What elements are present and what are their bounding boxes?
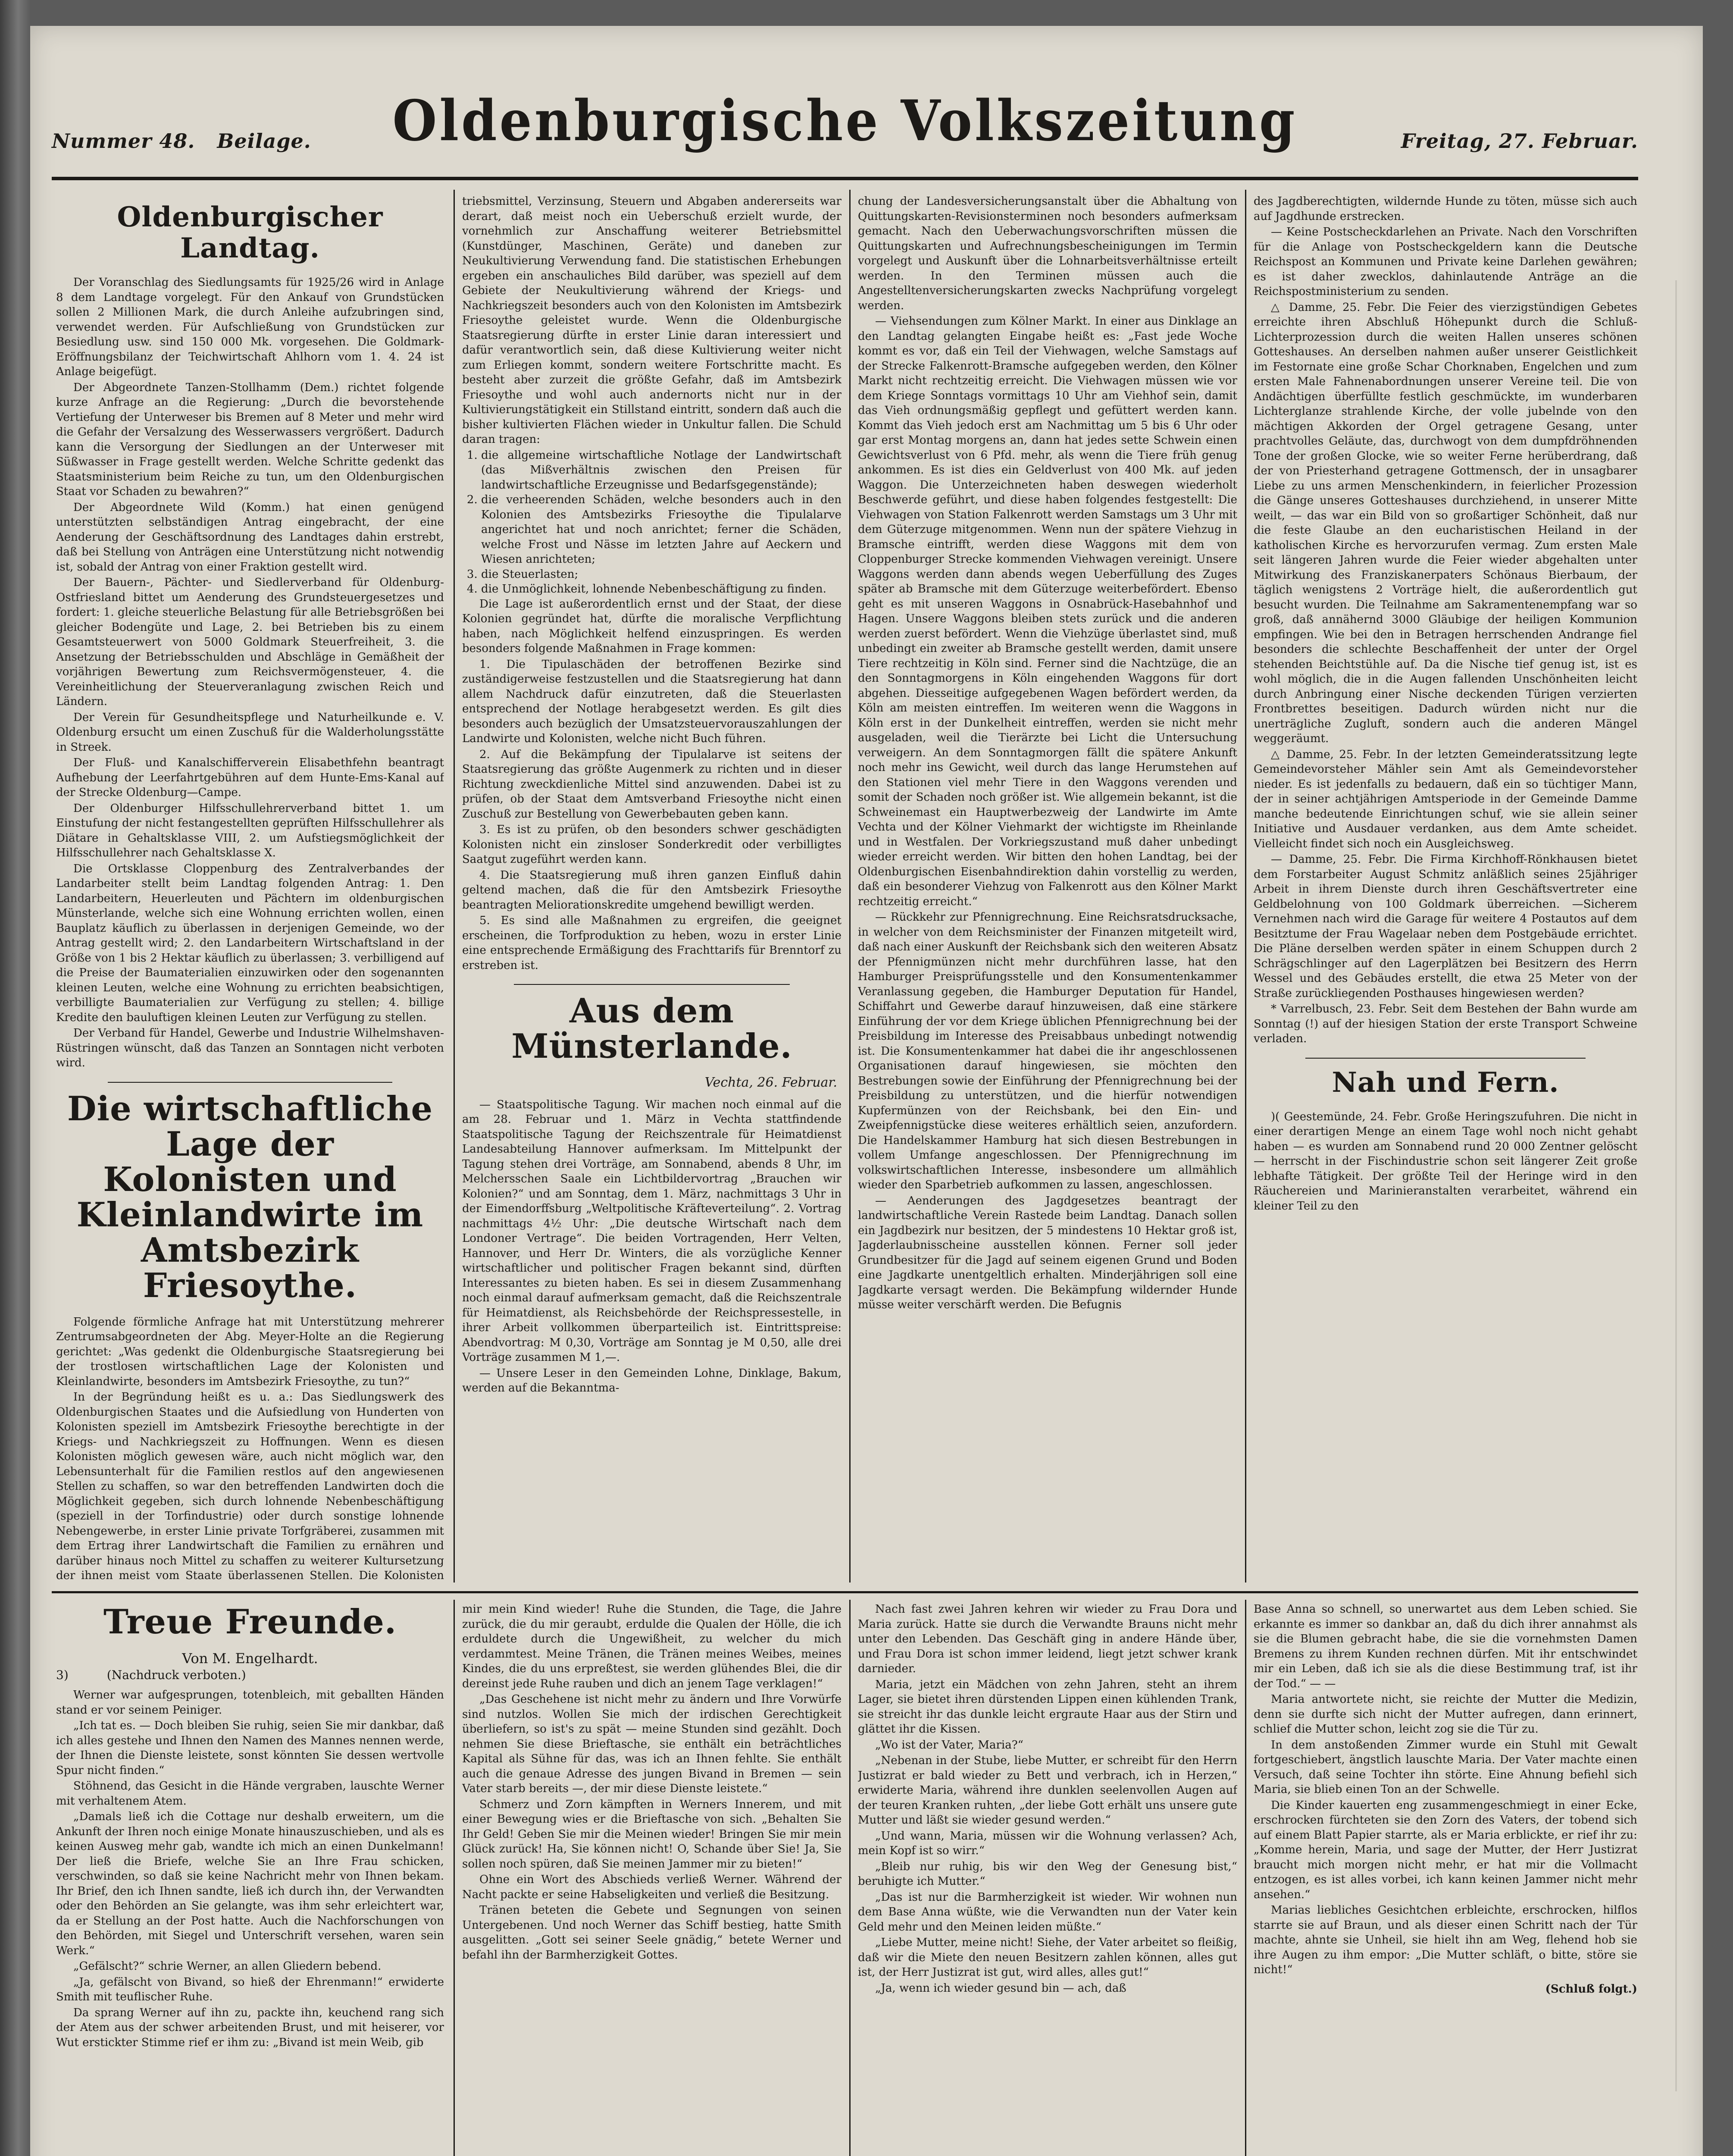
paragraph: Der Abgeordnete Wild (Komm.) hat einen genügend unterstützten selbständigen Antrag eingebracht, der eine Aenderung der Geschäftsordnung des Landtages dahin erstrebt, daß bei Stellung von Anträgen eine Unterstützung nicht notwendig ist, sobald der Antrag von einer Fraktion gestellt wird. (56, 501, 444, 573)
column-rule (454, 190, 455, 1583)
paragraph: Die Lage ist außerordentlich ernst und der Staat, der diese Kolonien gegründet hat, dürfte die moralische Verpflichtung haben, nach Möglichkeit helfend einzuspringen. Es werden besonders folgende Maßnahmen in Frage kommen: (462, 597, 841, 655)
paragraph: Werner war aufgesprungen, totenbleich, mit geballten Händen stand er vor seinem Peiniger. (56, 1689, 444, 1717)
column-rule (1245, 1600, 1246, 2156)
dateline: Vechta, 26. Februar. (704, 1075, 837, 1090)
paragraph: des Jagdberechtigten, wildernde Hunde zu töten, müsse sich auch auf Jagdhunde erstrecken. (1254, 195, 1637, 223)
paragraph: Der Fluß- und Kanalschifferverein Elisabethfehn beantragt Aufhebung der Leerfahrtgebühren auf dem Hunte-Ems-Kanal auf der Strecke Oldenburg—Campe. (56, 756, 444, 799)
paragraph: „Das Geschehene ist nicht mehr zu ändern und Ihre Vorwürfe sind nutzlos. Wollen Sie mich der irdischen Gerechtigkeit überliefern, so ist's zu spät — meine Stunden sind gezählt. Doch nehmen Sie diese Brieftasche, sie enthält ein beträchtliches Kapital als Sühne für das, was ich an Ihnen fehlte. Sie enthält auch die genaue Adresse des jungen Bivand in Bremen — sein Vater starb bereits —, der mir diese Dienste leistete.“ (462, 1693, 841, 1795)
separator (1305, 1058, 1586, 1059)
paragraph: — Unsere Leser in den Gemeinden Lohne, Dinklage, Bakum, werden auf die Bekanntma- (462, 1366, 841, 1395)
paragraph: „Ja, wenn ich wieder gesund bin — ach, daß (875, 1981, 1126, 1995)
paragraph: — Staatspolitische Tagung. Wir machen noch einmal auf die am 28. Februar und 1. März in Vechta stattfindende Staatspolitische Tagung der Reichszentrale für Heimatdienst Landesabteilung Hannover aufmerksam. Im Mittelpunkt der Tagung stehen drei Vorträge, am Sonnabend, abends 8 Uhr, im Melchersschen Saale ein Lichtbildervortrag „Brauchen wir Kolonien?“ und am Sonntag, dem 1. März, nachmittags 3 Uhr in der Eimendorffsburg „Weltpolitische Kräfteverteilung“. 2. Vortrag nachmittags 4½ Uhr: „Die deutsche Wirtschaft nach dem Londoner Vertrage“. Die beiden Vortragenden, Herr Velten, Hannover, und Herr Dr. Winters, die als vorzügliche Kenner wirtschaftlicher und politischer Fragen bekannt sind, dürften Interessantes zu bieten haben. Es sei in diesem Zusammenhang noch einmal darauf aufmerksam gemacht, daß die Reichszentrale für Heimatdienst, als Reichsbehörde der Reichspressestelle, in ihrer Arbeit vollkommen überparteilich ist. Eintrittspreise: Abendvortrag: M 0,30, Vorträge am Sonntag je M 0,50, alle drei Vorträge zusammen M 1,—. (462, 1098, 841, 1364)
paragraph: „Das ist nur die Barmherzigkeit ist wieder. Wir wohnen nun dem Base Anna wüßte, wie die Verwandten nun der Vater kein Geld mehr und den Meinen leiden müßte.“ (858, 1890, 1237, 1934)
paragraph: 4. Die Staatsregierung muß ihren ganzen Einfluß dahin geltend machen, daß die für den Amtsbezirk Friesoythe beantragten Meliorationskredite umgehend bewilligt werden. (462, 868, 841, 912)
story-part: 3) (Nachdruck verboten.) (56, 1667, 246, 1682)
paragraph: chung der Landesversicherungsanstalt über die Abhaltung von Quittungskarten-Revisionsterminen noch besonders aufmerksam gemacht. Nach den Ueberwachungsvorschriften müssen die Quittungskarten und Aufrechnungsbescheinigungen im Termin vorgelegt und Auskunft über die Lohnarbeitsverhältnisse erteilt werden. In den Terminen müssen auch die Angestelltenversicherungskarten zwecks Nachprüfung vorgelegt werden. (858, 195, 1237, 312)
column-rule (1245, 190, 1246, 1583)
paragraph: — Viehsendungen zum Kölner Markt. In einer aus Dinklage an den Landtag gelangten Eingabe heißt es: „Fast jede Woche kommt es vor, daß ein Teil der Viehwagen, welche Samstags auf der Strecke Falkenrott-Bramsche aufgegeben werden, den Kölner Markt nicht rechtzeitig erreicht. Die Viehwagen müssen wie vor dem Kriege Sonntags vormittags 10 Uhr am Viehhof sein, damit das Vieh ordnungsmäßig gepflegt und gefüttert werden kann. Kommt das Vieh jedoch erst am Nachmittag um 5 bis 6 Uhr oder gar erst Montag morgens an, dann hat jedes sette Schwein einen Gewichtsverlust von 6 Pfd. mehr, als wenn die Tiere früh genug ankommen. Es ist dies ein Geldverlust von 400 Mk. auf jeden Waggon. Die Unterzeichneten haben deswegen wiederholt Beschwerde geführt, und diese haben folgendes festgestellt: Die Viehwagen von Station Falkenrott werden Samstags um 3 Uhr mit dem Güterzuge mitgenommen. Wenn nun der spätere Viehzug in Bramsche eintrifft, werden diese Waggons mit dem von Cloppenburger Strecke kommenden Viehwagen vereinigt. Unsere Waggons werden dann abends wegen Ueberfüllung des Zuges später ab Bramsche mit dem Güterzuge weiterbefördert. Ebenso geht es mit unseren Waggons in Osnabrück-Hasebahnhof und Hagen. Unsere Waggons bleiben stets zurück und die anderen werden zuerst befördert. Wenn die Viehzüge überlastet sind, muß unbedingt ein zweiter ab Bramsche gestellt werden, damit unsere Tiere rechtzeitig in Köln sind. Ferner sind die Nachtzüge, die an den Sonntagmorgens in Köln eingehenden Waggons für dort abgehen. Diesseitige aufgegebenen Wagen befördert werden, da Köln am meisten eintreffen. Im weiteren wenn die Waggons in Köln erst in der Dunkelheit eintreffen, werden sie nicht mehr ausgeladen, weil die Tierärzte bei Licht die Untersuchung verweigern. An dem Sonntagmorgen fällt die spätere Ankunft noch mehr ins Gewicht, weil durch das lange Herumstehen auf den Stationen viel mehr Tiere in den Waggons verenden und somit der Schaden noch größer ist. Wie allgemein bekannt, ist die Schweinemast ein Hauptwerbezweig der Landwirte im Amte Vechta und der Kölner Viehmarkt der wichtigste im Rheinlande und in Westfalen. Der Vorkriegszustand muß daher unbedingt wieder erreicht werden. Wir bitten den hohen Landtag, bei der Oldenburgischen Eisenbahndirektion dahin vorstellig zu werden, daß ein besonderer Viehzug von Falkenrott aus den Kölner Markt rechtzeitig erreicht.“ (858, 315, 1237, 908)
paragraph: „Damals ließ ich die Cottage nur deshalb erweitern, um die Ankunft der Ihren noch einige Monate hinauszuschieben, und als es keinen Ausweg mehr gab, wandte ich mich an einen Dunkelmann! Der ließ die Briefe, welche Sie an Ihre Frau schicken, verschwinden, so daß sie keine Nachricht mehr von Ihnen bekam. Ihr Brief, den ich Ihnen sandte, ließ ich durch ihn, der Verwandten oder den Behörden an Sie gelangte, was ihm sehr erleichtert war, da er Stellung an der Post hatte. Auch die Nachforschungen von den Behörden, mit Siegel und Unterschrift versehen, waren sein Werk.“ (56, 1810, 444, 1957)
paragraph: Der Bauern-, Pächter- und Siedlerverband für Oldenburg-Ostfriesland bittet um Aenderung des Grundsteuergesetzes und fordert: 1. gleiche steuerliche Belastung für alle Betriebsgrößen bei gleicher Bodengüte und Lage, 2. bei Betrieben bis zu einem Gesamtsteuerwert von 5000 Goldmark Steuerfreiheit, 3. die Ansetzung der Betriebsschulden und Abschläge in Gemäßheit der vorjährigen Bewertung zum Reichsvermögensteuer, 4. die Vereinheitlichung der Steuerveranlagung zwischen Reich und Ländern. (56, 576, 444, 708)
paragraph: Da sprang Werner auf ihn zu, packte ihn, keuchend rang sich der Atem aus der schwer arbeitenden Brust, und mit heiserer, vor Wut erstickter Stimme rief er ihm zu: „Bivand ist mein Weib, gib (56, 2006, 444, 2049)
paragraph: △ Damme, 25. Febr. Die Feier des vierzigstündigen Gebetes erreichte ihren Abschluß Höhepunkt durch die Schluß-Lichterprozession durch die weiten Hallen unseres schönen Gotteshauses. An derselben nahmen außer unserer Geistlichkeit im Festornate eine große Schar Chorknaben, Engelchen und zum ersten Male Fahnenabordnungen unserer Vereine teil. Die von Andächtigen überfüllte festlich geschmückte, im wunderbaren Lichterglanze strahlende Kirche, der volle jubelnde von den mächtigen Akkorden der Orgel getragene Gesang, unter prachtvolles Geläute, das, durchwogt von dem dumpfdröhnenden Tone der großen Glocke, wie so weiter Ferne herüberdrang, daß der von Priesterhand getragene Gottmensch, der in unsagbarer Liebe zu uns armen Menschenkindern, in feierlicher Prozession die Gänge unseres Gotteshauses durchziehend, in unserer Mitte weilt, — das war ein Bild von so großartiger Schönheit, daß nur die feste Glaube an den eucharistischen Heiland in der katholischen Kirche es hervorzurufen vermag. Zum ersten Male seit längeren Jahren wurde die Feier wieder abgehalten unter Mitwirkung des Franziskanerpaters Schönaus Bierbaum, der täglich wenigstens 2 Vorträge hielt, die außerordentlich gut besucht wurden. Die Teilnahme am Sakramentenempfang war so groß, daß annähernd 3000 Gläubige der heiligen Kommunion empfingen. Wie bei den in Betragen herrschenden Andrange fiel besonders die schlechte Beschaffenheit der unter der Orgel stehenden Beichtstühle auf. Da die Nische tief genug ist, ist es wohl möglich, die in die Augen fallenden Unschönheiten leicht durch Anbringung einer Nische deckenden Türigen verzierten Frontbrettes beseitigen. Dadurch würden nicht nur die unerträgliche Zugluft, sondern auch die anderen Mängel weggeräumt. (1254, 301, 1637, 745)
story-column-2 (462, 1602, 841, 2156)
paragraph: „Wo ist der Vater, Maria?“ (875, 1738, 1023, 1752)
paragraph: „Liebe Mutter, meine nicht! Siehe, der Vater arbeitet so fleißig, daß wir die Miete den neuen Besitzern zahlen können, alles gut ist, der Herr Justizrat ist gut, wird alles, alles gut!“ (858, 1936, 1237, 1979)
list-item: 1. die allgemeine wirtschaftliche Notlage der Landwirtschaft (das Mißverhältnis zwischen den Preisen für landwirtschaftliche Erzeugnisse und Bedarfsgegenstände); (481, 448, 841, 493)
paragraph: — Aenderungen des Jagdgesetzes beantragt der landwirtschaftliche Verein Rastede beim Landtag. Danach sollen ein Jagdbezirk nur besitzen, der 5 mindestens 10 Hektar groß ist, Jagderlaubnisscheine ausstellen können. Ferner soll jeder Grundbesitzer für die Jagd auf seinem eigenen Grund und Boden eine Jagdkarte unentgeltlich erhalten. Minderjährigen soll eine Jagdkarte versagt werden. Die Bekämpfung wildernder Hunde müsse weiter verschärft werden. Die Befugnis (858, 1194, 1237, 1311)
paragraph: Der Oldenburger Hilfsschullehrerverband bittet 1. um Einstufung der nicht festangestellten geprüften Hilfsschullehrer als Diätare in Gehaltsklasse VIII, 2. um Aufstiegsmöglichkeit der Hilfsschullehrer nach Gehaltsklasse X. (56, 802, 444, 859)
section-heading: Nah und Fern. (1332, 1066, 1559, 1099)
paragraph: mir mein Kind wieder! Ruhe die Stunden, die Tage, die Jahre zurück, die du mir geraubt, erdulde die Qualen der Hölle, die ich erduldete durch die Ungewißheit, zu welcher du mich verdammtest. Meine Tränen, die Tränen meines Weibes, meines Kindes, die du uns erpreßtest, sie werden glühendes Blei, die dir dereinst jede Ruhe rauben und dich an jenem Tage verklagen!“ (462, 1603, 841, 1690)
separator (514, 984, 790, 985)
to-be-continued: (Schluß folgt.) (1545, 1982, 1637, 1996)
binding-edge (0, 0, 30, 2156)
paragraph: Base Anna so schnell, so unerwartet aus dem Leben schied. Sie erkannte es immer so dankbar an, daß du dich ihrer annahmst als sie die Blumen gebracht habe, die sie die vornehmsten Damen Bremens zu ihrem Kunden rechnen dürfen. Mit ihr entschwindet mir ein Leben, daß ich sie als die diese Bestimmung traf, ist ihr der Tod.“ — — (1254, 1603, 1637, 1690)
reasons-list (462, 448, 841, 597)
column-2 (462, 194, 841, 1583)
paragraph: 5. Es sind alle Maßnahmen zu ergreifen, die geeignet erscheinen, die Torfproduktion zu heben, wozu in erster Linie eine entsprechende Ermäßigung des Frachttarifs für Brenntorf zu erstreben ist. (462, 914, 841, 972)
column-rule (849, 190, 851, 1583)
issue-date: Freitag, 27. Februar. (1401, 129, 1638, 153)
paragraph: „Ja, gefälscht von Bivand, so hieß der Ehrenmann!“ erwiderte Smith mit teuflischer Ruhe. (56, 1975, 444, 2003)
list-item: 2. die verheerenden Schäden, welche besonders auch in den Kolonien des Amtsbezirks Friesoythe die Tipulalarve angerichtet hat und noch anrichtet; ferner die Schäden, welche Frost und Nässe im letzten Jahre auf Aeckern und Wiesen anrichteten; (481, 492, 841, 567)
paragraph: Schmerz und Zorn kämpften in Werners Innerem, und mit einer Bewegung wies er die Brieftasche von sich. „Behalten Sie Ihr Geld! Geben Sie mir die Meinen wieder! Bringen Sie mir mein Glück zurück! Ha, Sie können nicht! O, Schande über Sie! Ja, Sie sollen noch spüren, daß Sie meinen Jammer mir zu bieten!“ (462, 1798, 841, 1871)
paragraph: Die Kinder kauerten eng zusammengeschmiegt in einer Ecke, erschrocken fürchteten sie den Zorn des Vaters, der tobend sich auf einem Blatt Papier starrte, als er Maria erblickte, er rief ihr zu: „Komme herein, Maria, und sage der Mutter, der Herr Justizrat braucht mich morgen nicht mehr, er hat mir die Vollmacht entzogen, es ist alles vorbei, ich kann keinen Jammer nicht mehr ansehen.“ (1254, 1799, 1637, 1901)
paragraph: △ Damme, 25. Febr. In der letzten Gemeinderatssitzung legte Gemeindevorsteher Mähler sein Amt als Gemeindevorsteher nieder. Es ist jedenfalls zu bedauern, daß ein so tüchtiger Mann, der in seiner achtjährigen Amtsperiode in der Gemeinde Damme manche bedeutende Einrichtungen schuf, wie sie allein seiner Initiative und Ausdauer verdanken, aus dem Amte scheidet. Vielleicht findet sich noch ein Ausgleichsweg. (1254, 748, 1637, 850)
article-heading: Oldenburgischer Landtag. (117, 201, 383, 264)
paragraph: Der Abgeordnete Tanzen-Stollhamm (Dem.) richtet folgende kurze Anfrage an die Regierung: „Durch die bevorstehende Vertiefung der Unterweser bis Bremen auf 8 Meter und mehr wird die Gefahr der Versalzung des Wesserwassers vergrößert. Dadurch kann die Versorgung der Siedlungen an der Unterweser mit Süßwasser in Frage gestellt werden. Welche Schritte gedenkt das Staatsministerium beim Reiche zu tun, um den Oldenburgischen Staat vor Schaden zu bewahren?“ (56, 381, 444, 498)
paragraph: 3. Es ist zu prüfen, ob den besonders schwer geschädigten Kolonisten nicht ein zinsloser Sonderkredit oder verbilligtes Saatgut zugeführt werden kann. (462, 823, 841, 866)
paragraph: 2. Auf die Bekämpfung der Tipulalarve ist seitens der Staatsregierung das größte Augenmerk zu richten und in dieser Richtung zweckdienliche Mittel sind anzuwenden. Dabei ist zu prüfen, ob der Staat dem Amtsverband Friesoythe nicht einen Zuschuß zur Bestellung von Gewerbebauten geben kann. (462, 748, 841, 821)
paragraph: „Gefälscht?“ schrie Werner, an allen Gliedern bebend. (73, 1960, 382, 1973)
paragraph: * Varrelbusch, 23. Febr. Seit dem Bestehen der Bahn wurde am Sonntag (!) auf der hiesigen Station der erste Transport Schweine verladen. (1254, 1003, 1637, 1045)
column-3 (858, 194, 1237, 1583)
list-item: 3. die Steuerlasten; (481, 567, 841, 582)
paragraph: Folgende förmliche Anfrage hat mit Unterstützung mehrerer Zentrumsabgeordneten der Abg. Meyer-Holte an die Regierung gerichtet: „Was gedenkt die Oldenburgische Staatsregierung bei der trostlosen wirtschaftlichen Lage der Kolonisten und Kleinlandwirte, besonders im Amtsbezirk Friesoythe, zu tun?“ (56, 1315, 444, 1388)
paragraph: In der Begründung heißt es u. a.: Das Siedlungswerk des Oldenburgischen Staates und die Aufsiedlung von Hunderten von Kolonisten speziell im Amtsbezirk Friesoythe berechtigte in der Kriegs- und Nachkriegszeit zu Hoffnungen. Wenn es diesen Kolonisten möglich gewesen wäre, auch nicht möglich war, den Lebensunterhalt für die Familien restlos auf den angewiesenen Stellen zu schaffen, so war den betreffenden Landwirten doch die Möglichkeit gegeben, sich durch lohnende Nebenbeschäftigung (speziell in der Torfindustrie) oder durch sonstige lohnende Nebengewerbe, in erster Linie private Torfgräberei, zusammen mit dem Ertrag ihrer Landwirtschaft die Familien zu ernähren und darüber hinaus noch Mittel zu schaffen zu weiterer Kultursetzung der ihnen meist vom Staate überlassenen Stellen. Die Kolonisten (56, 1391, 444, 1582)
paragraph: Die Ortsklasse Cloppenburg des Zentralverbandes der Landarbeiter stellt beim Landtag folgenden Antrag: 1. Den Landarbeitern, Heuerleuten und Pächtern im oldenburgischen Münsterlande, welche sich eine Wohnung errichten wollen, einen Bauplatz käuflich zu überlassen in derjenigen Gemeinde, wo der Antrag gestellt wird; 2. den Landarbeitern Wirtschaftsland in der Größe von 1 bis 2 Hektar käuflich zu überlassen; 3. verbilligend auf die Preise der Baumaterialien einzuwirken oder den sogenannten kleinen Leuten, welche eine Wohnung zu errichten beabsichtigen, verbilligte Baumaterialien zur Verfügung zu stellen; 4. billige Kredite den bauluftigen kleinen Leuten zur Verfügung zu stellen. (56, 862, 444, 1024)
paragraph: triebsmittel, Verzinsung, Steuern und Abgaben andererseits war derart, daß meist noch ein Ueberschuß erzielt wurde, der vornehmlich zur Anschaffung weiterer Betriebsmittel (Kunstdünger, Maschinen, Geräte) und daneben zur Neukultivierung Verwendung fand. Die statistischen Erhebungen ergeben ein anschauliches Bild darüber, was speziell auf dem Gebiete der Neukultivierung während der Kriegs- und Nachkriegszeit besonders auch von den Kolonisten im Amtsbezirk Friesoythe geleistet wurde. Wenn die Oldenburgische Staatsregierung dürfte in erster Linie daran interessiert und dafür verantwortlich sein, daß diese Kultivierung weiter nicht zum Erliegen kommt, sondern weitere Fortschritte macht. Es besteht aber zurzeit die größte Gefahr, daß im Amtsbezirk Friesoythe und wohl auch andernorts nicht nur in der Kultivierungstätigkeit ein Stillstand eintritt, sondern daß auch die bisher kultivierten Flächen wieder in Unkultur fallen. Die Schuld daran tragen: (462, 195, 841, 446)
story-column-4 (1254, 1602, 1637, 2156)
story-byline: Von M. Engelhardt. (182, 1650, 318, 1667)
paragraph: — Rückkehr zur Pfennigrechnung. Eine Reichsratsdrucksache, in welcher von dem Reichsminister der Finanzen mitgeteilt wird, daß nach einer Auskunft der Reichsbank sich den weiteren Absatz der Pfennigmünzen nicht mehr durchführen lasse, hat den Hamburger Preisprüfungsstelle und den Konsumentenkammer Veranlassung gegeben, die Hamburger Deputation für Handel, Schiffahrt und Gewerbe darauf hinzuweisen, daß eine stärkere Einführung der vor dem Kriege üblichen Pfennigrechnung bei der Preisbildung im Interesse des Preisabbaus unbedingt notwendig ist. Die Konsumentenkammer hat dabei die ihr angeschlossenen Organisationen darauf hingewiesen, sie möchten den Bestrebungen sowie der Einführung der Pfennigrechnung bei der Preisbildung zu unterstützen, und die hierfür notwendigen Kupfermünzen von der Reichsbank, bei den Ein- und Zweipfennigstücke diese weiteres erhältlich seien, anzufordern. Die Handelskammer Hamburg hat sich diesen Bestrebungen in vollem Umfange angeschlossen. Der Pfennigrechnung im volkswirtschaftlichen Interesse, insbesondere um allmählich wieder den Sparbetrieb aufkommen zu lassen, angeschlossen. (858, 911, 1237, 1191)
story-column-1 (56, 1602, 444, 2156)
section-rule (52, 1591, 1638, 1593)
paragraph: Marias liebliches Gesichtchen erbleichte, erschrocken, hilflos starrte sie auf Braun, und als dieser einen Schritt nach der Tür machte, ahnte sie Unheil, sie hielt ihn am Weg, flehend hob sie ihre Augen zu ihm empor: „Die Mutter schläft, o bitte, störe sie nicht!“ (1254, 1904, 1637, 1976)
masthead-rule (52, 177, 1638, 180)
paragraph: „Ich tat es. — Doch bleiben Sie ruhig, seien Sie mir dankbar, daß ich alles gestehe und Ihnen den Namen des Mannes nennen werde, der Ihnen die Dienste leistete, sonst könnten Sie dessen wertvolle Spur nicht finden.“ (56, 1719, 444, 1777)
paragraph: — Damme, 25. Febr. Die Firma Kirchhoff-Rönkhausen bietet dem Forstarbeiter August Schmitz anläßlich seines 25jähriger Arbeit in ihrem Dienste durch ihren Geschäftsvertreter eine Geldbelohnung von 100 Goldmark überreichen. —Sicherem Vernehmen nach wird die Garage für weitere 4 Postautos auf dem Besitztume der Frau Wagelaar neben dem Postgebäude errichtet. Die Pläne derselben werden später in einem Schuppen durch 2 Schrägschlinger auf den Lagerplätzen bei Besitzern des Herrn Wessel und des Gebäudes erstellt, die etwa 25 Meter von der Straße zurückliegenden Posthauses hingewiesen werden? (1254, 853, 1637, 1000)
paragraph: Ohne ein Wort des Abschieds verließ Werner. Während der Nacht packte er seine Habseligkeiten und verließ die Besitzung. (462, 1873, 841, 1901)
scan-artifact (1675, 280, 1677, 2091)
column-4 (1254, 194, 1637, 1583)
paragraph: Nach fast zwei Jahren kehren wir wieder zu Frau Dora und Maria zurück. Hatte sie durch die Verwandte Brauns nicht mehr unter den Lebenden. Das Geschäft ging in andere Hände über, und Frau Dora ist schon immer leidend, liegt jetzt schwer krank darnieder. (858, 1603, 1237, 1675)
paragraph: „Nebenan in der Stube, liebe Mutter, er schreibt für den Herrn Justizrat er bald wieder zu Bett und verbrach, ich in Herzen,“ erwiderte Maria, während ihre dunklen seelenvollen Augen auf der teuren Kranken ruhten, „der liebe Gott erhält uns unsere gute Mutter und läßt sie wieder gesund werden.“ (858, 1754, 1237, 1827)
paragraph: In dem anstoßenden Zimmer wurde ein Stuhl mit Gewalt fortgeschiebert, ängstlich lauschte Maria. Der Vater machte einen Versuch, daß seine Tochter ihn störte. Eine Ahnung befiehl sich Maria, sie blieb einen Ton an der Schwelle. (1254, 1738, 1637, 1796)
issue-label: Nummer 48. Beilage. (52, 129, 311, 153)
column-rule (849, 1600, 851, 2156)
story-column-3 (858, 1602, 1237, 2156)
section-heading: Aus dem Münsterlande. (511, 991, 792, 1066)
paragraph: )( Geestemünde, 24. Febr. Große Heringszufuhren. Die nicht in einer derartigen Menge an einem Tage wohl noch nicht gehabt haben — es wurden am Sonnabend rund 20 000 Zentner gelöscht — herrscht in der Fischindustrie schon seit längerer Zeit große lebhafte Tätigkeit. Der größte Teil der Heringe wird in den Räuchereien und Marinieranstalten verarbeitet, während ein kleiner Teil zu den (1254, 1110, 1637, 1213)
paragraph: Stöhnend, das Gesicht in die Hände vergraben, lauschte Werner mit verhaltenem Atem. (56, 1780, 444, 1808)
paragraph: „Und wann, Maria, müssen wir die Wohnung verlassen? Ach, mein Kopf ist so wirr.“ (858, 1829, 1237, 1857)
column-rule (454, 1600, 455, 2156)
separator (108, 1082, 392, 1083)
paragraph: Der Verband für Handel, Gewerbe und Industrie Wilhelmshaven-Rüstringen wünscht, daß das Tanzen an Sonntagen nicht verboten wird. (56, 1027, 444, 1069)
paragraph: — Keine Postscheckdarlehen an Private. Nach den Vorschriften für die Anlage von Postscheckgeldern kann die Deutsche Reichspost an Kommunen und Private keine Darlehen gewähren; es ist daher zwecklos, dahinlautende Anträge an die Reichspostministerium zu senden. (1254, 226, 1637, 298)
paragraph: Der Voranschlag des Siedlungsamts für 1925/26 wird in Anlage 8 dem Landtage vorgelegt. Für den Ankauf von Grundstücken sollen 2 Millionen Mark, die durch Anleihe aufzubringen sind, verwendet werden. Für Aufschließung von Grundstücken zur Besiedlung usw. sind 150 000 Mk. vorgesehen. Die Goldmark-Eröffnungsbilanz der Teichwirtschaft Ahlhorn vom 1. 4. 24 ist Anlage beigefügt. (56, 276, 444, 378)
list-item: 4. die Unmöglichkeit, lohnende Nebenbeschäftigung zu finden. (481, 582, 841, 597)
paragraph: Maria, jetzt ein Mädchen von zehn Jahren, steht an ihrem Lager, sie bietet ihren dürstenden Lippen einen kühlenden Trank, sie streicht ihr das dunkle leicht ergraute Haar aus der Stirn und glättet ihr die Kissen. (858, 1678, 1237, 1736)
paragraph: Der Verein für Gesundheitspflege und Naturheilkunde e. V. Oldenburg ersucht um einen Zuschuß für die Walderholungsstätte in Streek. (56, 711, 444, 754)
column-1 (56, 194, 444, 1583)
paragraph: Maria antwortete nicht, sie reichte der Mutter die Medizin, denn sie durfte sich nicht der Mutter aufregen, dann erinnert, schlief die Mutter schon, leicht zog sie die Tür zu. (1254, 1693, 1637, 1736)
article-heading: Die wirtschaftliche Lage der Kolonisten und Kleinlandwirte im Amtsbezirk Friesoythe. (67, 1089, 433, 1305)
paragraph: 1. Die Tipulaschäden der betroffenen Bezirke sind zuständigerweise festzustellen und die Staatsregierung hat dann allem Nachdruck dafür einzutreten, daß die Steuerlasten entsprechend der Notlage herabgesetzt werden. Es gilt dies besonders auch bezüglich der Umsatzsteuervorauszahlungen der Landwirte und Kolonisten, welche nicht Buch führen. (462, 658, 841, 745)
newspaper-title: Oldenburgische Volkszeitung (392, 88, 1298, 154)
masthead (52, 82, 1638, 185)
paragraph: „Bleib nur ruhig, bis wir den Weg der Genesung bist,“ beruhigte ich Mutter.“ (858, 1860, 1237, 1888)
paragraph: Tränen beteten die Gebete und Segnungen von seinen Untergebenen. Und noch Werner das Schiff bestieg, hatte Smith ausgelitten. „Gott sei seiner Seele gnädig,“ betete Werner und befahl ihn der Barmherzigkeit Gottes. (462, 1904, 841, 1962)
story-title: Treue Freunde. (103, 1602, 397, 1642)
